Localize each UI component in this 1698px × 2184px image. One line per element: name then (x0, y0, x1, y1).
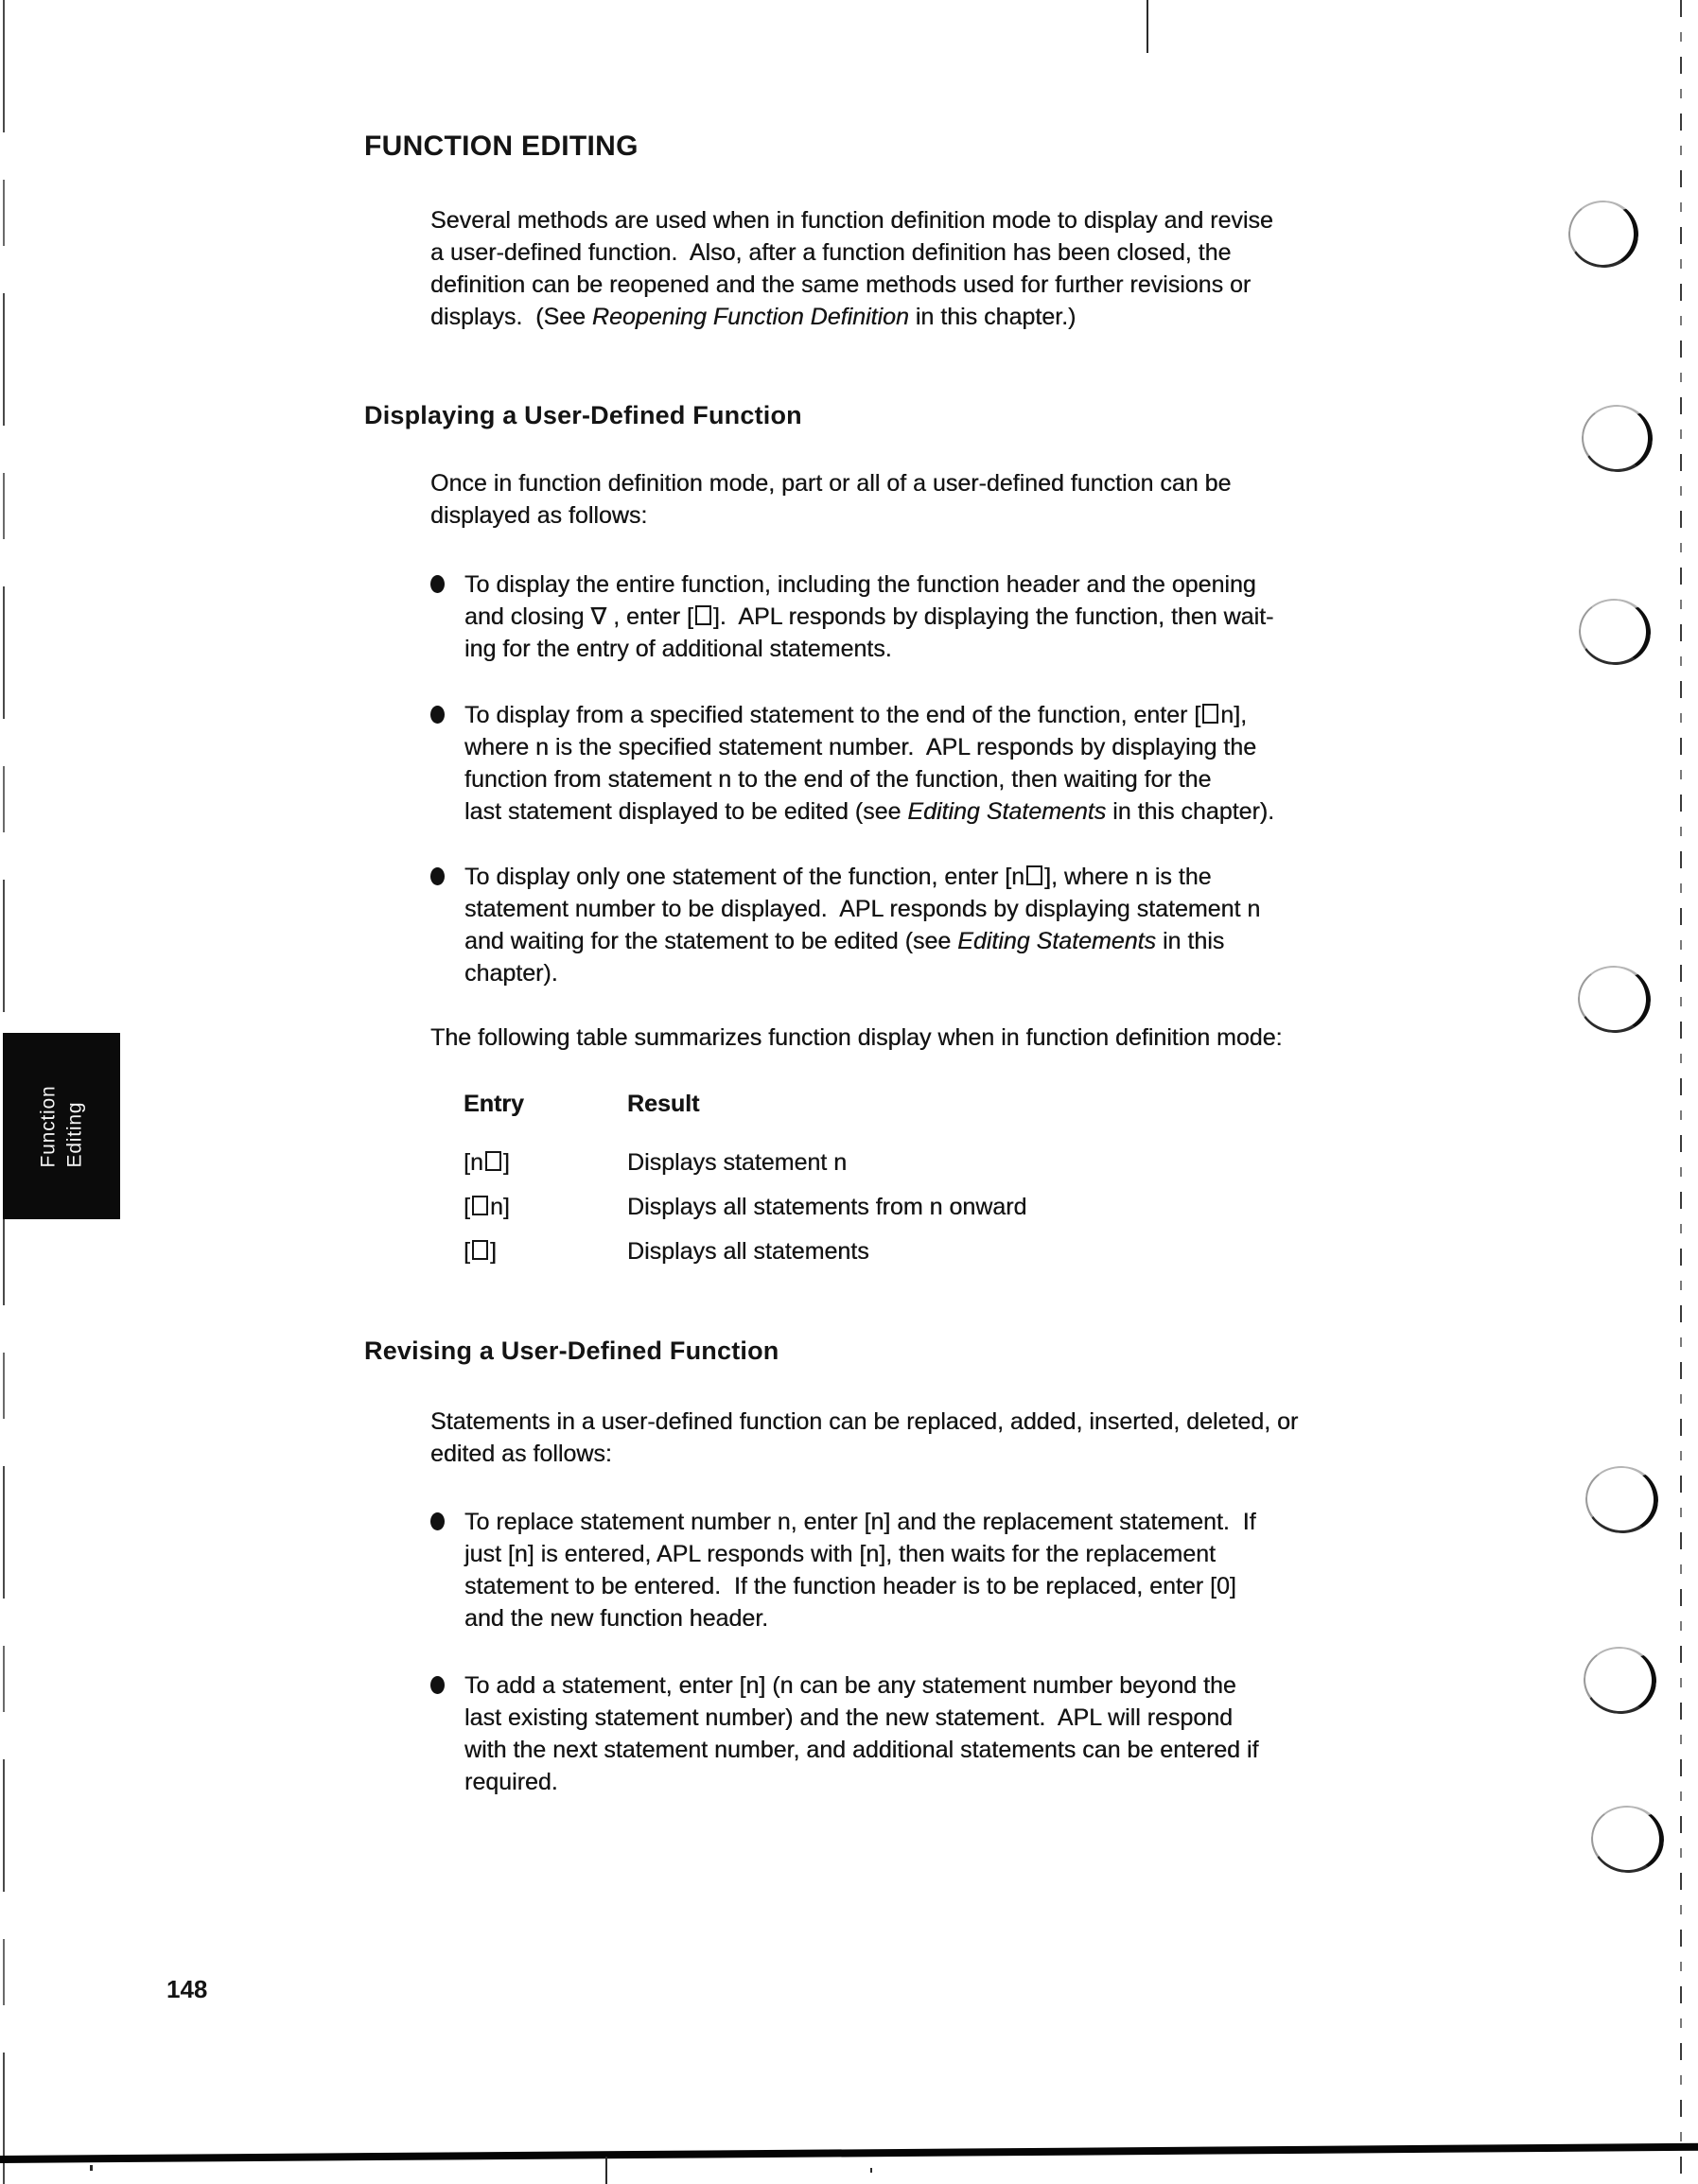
table-header-entry: Entry (464, 1091, 524, 1117)
text-run: Statements in a user-defined function can be replaced, added, inserted, deleted, or (430, 1408, 1299, 1435)
apl-quad-symbol (1026, 865, 1042, 885)
text-run: required. (464, 1769, 558, 1795)
text-run: [ (464, 1194, 470, 1220)
punch-hole (1575, 962, 1654, 1037)
table-header-row (464, 1088, 1362, 1120)
text-run: Several methods are used when in function definition mode to display and revise (430, 207, 1273, 234)
scan-tick (605, 2157, 607, 2184)
table-intro (430, 1022, 1395, 1054)
table-row (464, 1235, 1362, 1280)
section-tab (3, 1033, 120, 1219)
bullet-text (464, 1669, 1420, 1798)
table-result-cell: Displays all statements (627, 1238, 869, 1265)
tab-label-line1: Function (36, 1085, 59, 1167)
page-title: FUNCTION EDITING (364, 131, 639, 162)
text-run: ] (489, 1238, 497, 1265)
apl-quad-symbol (472, 1196, 488, 1215)
bullet-marker (430, 706, 445, 724)
table-result-cell: Displays all statements from n onward (627, 1194, 1027, 1220)
text-run: [n (464, 1149, 483, 1176)
apl-quad-symbol (472, 1240, 488, 1260)
text-run: To display from a specified statement to the end of the function, enter [ (464, 702, 1201, 728)
section-heading-displaying: Displaying a User-Defined Function (364, 401, 802, 429)
text-run: in this (1156, 928, 1225, 954)
table-header-result: Result (627, 1091, 700, 1117)
bullet-marker (430, 867, 445, 885)
bullet-item (430, 861, 1433, 989)
punch-hole (1576, 595, 1654, 669)
italic-run: Reopening Function Definition (591, 304, 909, 330)
text-run: chapter). (464, 960, 558, 987)
text-run: and waiting for the statement to be edited (see (464, 928, 958, 954)
text-run: and the new function header. (464, 1605, 769, 1632)
scan-tick (870, 2168, 872, 2173)
text-run: displayed as follows: (430, 502, 648, 529)
text-run: a user-defined function. Also, after a function definition has been closed, the (430, 239, 1232, 266)
text-run: [ (464, 1238, 470, 1265)
revising-lead-paragraph (430, 1406, 1395, 1470)
text-run: n], (1220, 702, 1248, 728)
displaying-lead-paragraph (430, 467, 1395, 532)
intro-paragraph (430, 204, 1395, 333)
text-run: in this chapter). (1106, 798, 1275, 825)
punch-hole (1581, 1643, 1660, 1718)
text-run: last statement displayed to be edited (see (464, 798, 908, 825)
text-run: and closing ∇ , enter [ (464, 603, 693, 630)
italic-run: Editing Statements (957, 928, 1156, 954)
table-result-cell: Displays statement n (627, 1149, 848, 1176)
scan-tick (1147, 0, 1148, 53)
text-run: definition can be reopened and the same methods used for further revisions or (430, 271, 1252, 298)
text-run: To display only one statement of the function, enter [n (464, 864, 1025, 890)
bullet-text (464, 699, 1420, 828)
apl-quad-symbol (485, 1151, 501, 1171)
bullet-marker (430, 575, 445, 593)
bullet-marker (430, 1676, 445, 1694)
scan-tick (90, 2165, 93, 2171)
text-run: last existing statement number) and the new statement. APL will respond (464, 1704, 1233, 1731)
text-run: statement number to be displayed. APL responds by displaying statement n (464, 896, 1261, 922)
bullet-item (430, 1506, 1433, 1634)
italic-run: Editing Statements (907, 798, 1107, 825)
text-run: in this chapter.) (908, 304, 1077, 330)
text-run: just [n] is entered, APL responds with [n], then waits for the replacement (464, 1541, 1216, 1567)
punch-hole (1565, 197, 1641, 271)
bullet-item (430, 699, 1433, 828)
table-row (464, 1191, 1362, 1235)
bullet-text (464, 1506, 1420, 1634)
apl-quad-symbol (1202, 704, 1218, 724)
text-run: ], where n is the (1044, 864, 1212, 890)
text-run: with the next statement number, and additional statements can be entered if (464, 1737, 1259, 1763)
section-heading-revising: Revising a User-Defined Function (364, 1337, 779, 1365)
text-run: ] (502, 1149, 510, 1176)
bullet-item (430, 568, 1433, 665)
text-run: The following table summarizes function display when in function definition mode: (430, 1024, 1283, 1051)
punch-hole (1583, 1462, 1662, 1537)
bullet-text (464, 568, 1420, 665)
page-bottom-edge (0, 2143, 1698, 2163)
punch-hole (1588, 1802, 1668, 1877)
page-edge-dashed-line-right (1680, 0, 1682, 2184)
punch-hole (1578, 401, 1655, 475)
table-row (464, 1146, 1362, 1191)
text-run: ]. APL responds by displaying the function, then wait- (712, 603, 1274, 630)
entry-result-table (464, 1088, 1362, 1280)
text-run: edited as follows: (430, 1441, 612, 1467)
text-run: n] (489, 1194, 510, 1220)
text-run: statement to be entered. If the function header is to be replaced, enter [0] (464, 1573, 1236, 1599)
table-entry-cell (464, 1235, 627, 1280)
text-run: displays. (See (430, 304, 592, 330)
text-run: ing for the entry of additional statements. (464, 636, 892, 662)
apl-quad-symbol (695, 605, 711, 625)
bullet-marker (430, 1512, 445, 1530)
bullet-item (430, 1669, 1433, 1798)
page-number: 148 (166, 1975, 208, 2003)
text-run: Once in function definition mode, part or all of a user-defined function can be (430, 470, 1232, 497)
text-run: function from statement n to the end of the function, then waiting for the (464, 766, 1212, 793)
bullet-text (464, 861, 1420, 989)
text-run: To replace statement number n, enter [n] and the replacement statement. If (464, 1509, 1256, 1535)
tab-label-line2: Editing (62, 1101, 85, 1167)
table-entry-cell (464, 1146, 627, 1191)
text-run: To add a statement, enter [n] (n can be any statement number beyond the (464, 1672, 1236, 1699)
table-entry-cell (464, 1191, 627, 1235)
text-run: To display the entire function, including the function header and the opening (464, 571, 1256, 598)
text-run: where n is the specified statement number. APL responds by displaying the (464, 734, 1257, 760)
section-tab-label (35, 1085, 88, 1167)
